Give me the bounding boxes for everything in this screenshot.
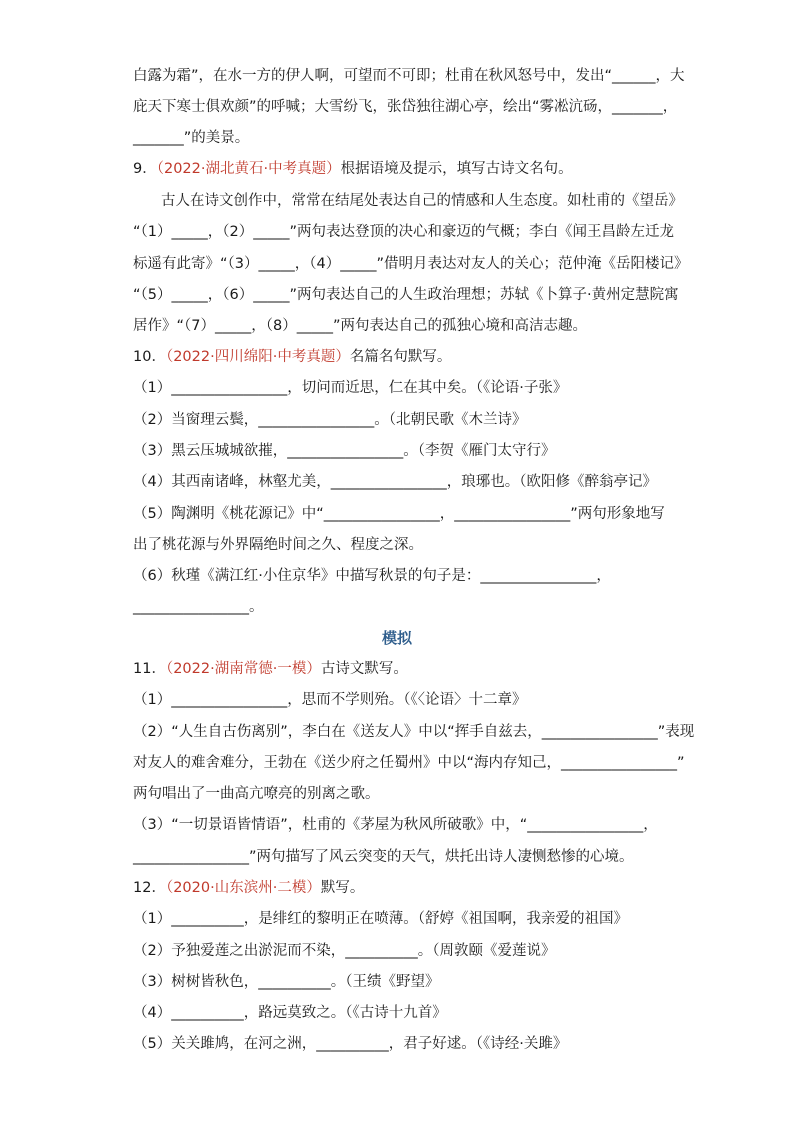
text-line: 对友人的难舍难分，王勃在《送少府之任蜀州》中以“海内存知己，________________”: [133, 755, 685, 771]
question-number: 9．: [133, 161, 157, 177]
text-line: 出了桃花源与外界隔绝时间之久、程度之深。: [133, 537, 423, 553]
text-line: 庇天下寒士俱欢颜”的呼喊；大雪纷飞，张岱独往湖心亭，绘出“雾凇沆砀，_______，: [133, 99, 678, 115]
text-line: （5）陶渊明《桃花源记》中“________________，________________”两句形象地写: [133, 506, 665, 522]
text-line: （2）予独爱莲之出淤泥而不染，__________。（周敦颐《爱莲说》: [133, 943, 556, 959]
question-source: （2020·山东滨州·二模）: [165, 880, 321, 896]
text-line: （1）________________，切问而近思，仁在其中矣。（《论语·子张》: [133, 380, 568, 396]
text-line: 古人在诗文创作中，常常在结尾处表达自己的情感和人生态度。如杜甫的《望岳》: [161, 193, 683, 209]
text-line: （4）__________，路远莫致之。（《古诗十九首》: [133, 1005, 447, 1021]
text-line: （3）“一切景语皆情语”，杜甫的《茅屋为秋风所破歌》中，“________________，: [133, 817, 658, 833]
question-stem: 根据语境及提示，填写古诗文名句。: [340, 161, 573, 177]
section-title: 模拟: [381, 629, 412, 647]
text-line: 标遥有此寄》“（3）_____，（4）_____”借明月表达对友人的关心；范仲淹《岳阳楼记》: [133, 256, 689, 272]
question-number: 11．: [133, 661, 166, 677]
text-line: ________________”两句描写了风云突变的天气，烘托出诗人凄恻愁惨的心境。: [133, 849, 634, 865]
text-line: （6）秋瑾《满江红·小住京华》中描写秋景的句子是：________________，: [133, 568, 611, 584]
text-line: 两句唱出了一曲高亢嘹亮的别离之歌。: [133, 786, 380, 802]
text-line: ________________。: [133, 599, 264, 615]
text-line: “（5）_____，（6）_____”两句表达自己的人生政治理想；苏轼《卜算子·黄州定慧院寓: [133, 287, 679, 303]
text-line: （3）黑云压城城欲摧，________________。（李贺《雁门太守行》: [133, 443, 556, 459]
question-stem: 默写。: [320, 880, 365, 896]
question-number: 12．: [133, 880, 166, 896]
text-line: （3）树树皆秋色，__________。（王绩《野望》: [133, 974, 440, 990]
question-stem: 古诗文默写。: [320, 661, 408, 677]
text-line: （4）其西南诸峰，林壑尤美，________________，琅琊也。（欧阳修《醉翁亭记》: [133, 474, 657, 490]
question-12-header: [133, 878, 364, 898]
text-line: （1）__________，是绯红的黎明正在喷薄。（舒婷《祖国啊，我亲爱的祖国》: [133, 911, 628, 927]
question-11-header: [133, 659, 408, 679]
text-line: 白露为霜”，在水一方的伊人啊，可望而不可即；杜甫在秋风怒号中，发出“______，大: [133, 68, 685, 84]
text-line: （1）________________，思而不学则殆。（《〈论语〉十二章》: [133, 692, 527, 708]
question-source: （2022·四川绵阳·中考真题）: [165, 349, 350, 365]
text-line: _______”的美景。: [133, 130, 250, 146]
question-source: （2022·湖北黄石·中考真题）: [156, 161, 341, 177]
text-line: “（1）_____，（2）_____”两句表达登顶的决心和豪迈的气概；李白《闻王昌龄左迁龙: [133, 224, 674, 240]
question-9-header: [133, 159, 573, 179]
question-stem: 名篇名句默写。: [349, 349, 452, 365]
question-10-header: [133, 347, 451, 367]
text-line: 居作》“（7）_____，（8）_____”两句表达自己的孤独心境和高洁志趣。: [133, 318, 587, 334]
text-line: （5）关关雎鸠，在河之洲，__________，君子好逑。（《诗经·关雎》: [133, 1036, 568, 1052]
question-source: （2022·湖南常德·一模）: [165, 661, 321, 677]
text-line: （2）“人生自古伤离别”，李白在《送友人》中以“挥手自兹去，________________”表现: [133, 724, 695, 740]
question-number: 10．: [133, 349, 166, 365]
text-line: （2）当窗理云鬓，________________。（北朝民歌《木兰诗》: [133, 412, 527, 428]
